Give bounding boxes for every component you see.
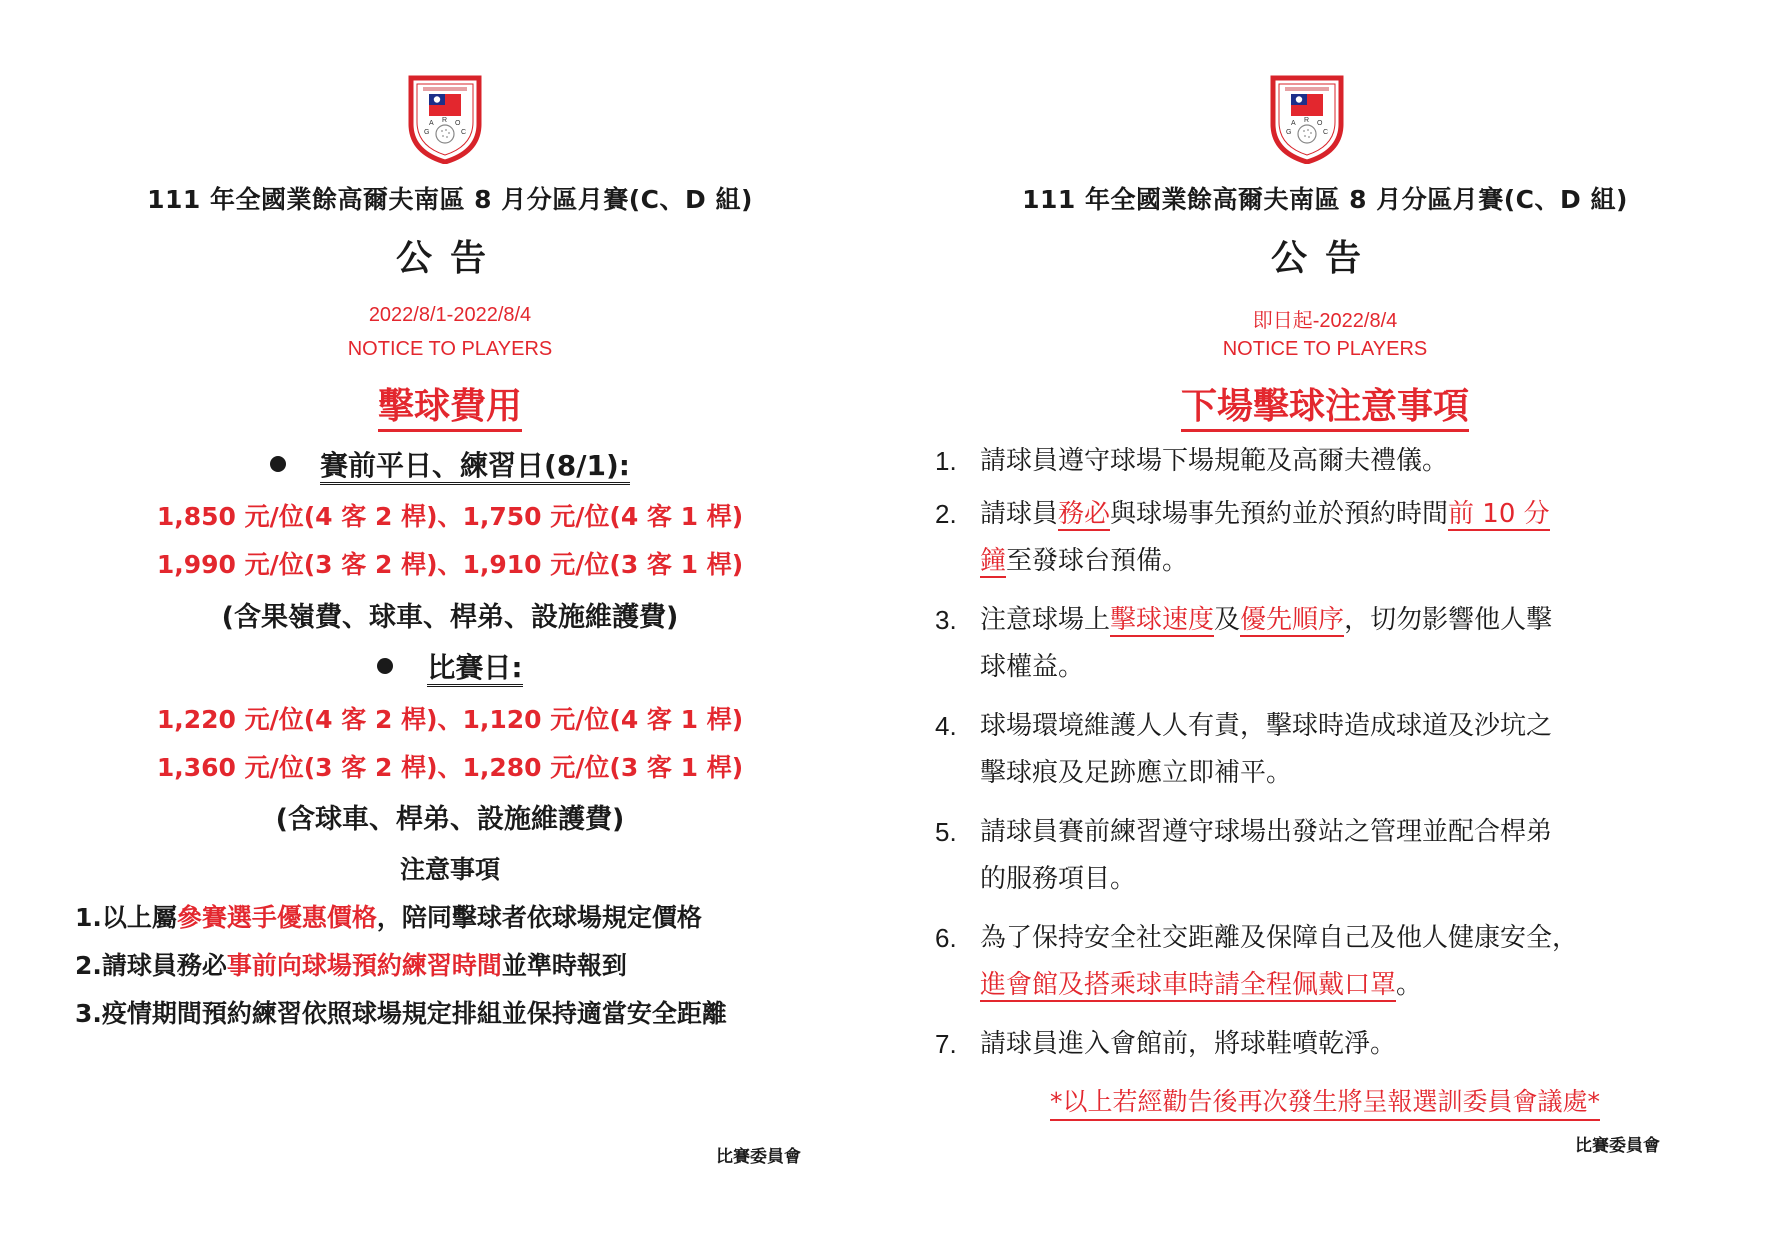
bullet-icon (377, 658, 393, 674)
match-price-line: 1,220 元/位(4 客 2 桿)、1,120 元/位(4 客 1 桿) (156, 705, 744, 734)
notice-right-panel: 111 年全國業餘高爾夫南區 8 月分區月賽(C、D 組) 公告 即日起-2022/8/4 NOTICE TO PLAYERS 下場擊球注意事項 1. 請球員遵守球場下場規範及高爾夫禮儀。 2. 請球員務必與球場事先預約並於預約時間前 10 分 鐘至發球台預備。 3. 注意球場上擊球速度及優先順序，切勿影響他人擊 球權益。 4. 球場環境維護人人有責，擊球時造成球道及沙坑之 擊球痕及足跡應立即補平。 5. 請球員賽前練習遵守球場出發站之管理並配合桿弟 的服務項目。 6. 為了保持安全社交距離及保障自己及他人健康安全， 進會館及搭乘球車時請全程佩戴口罩。 7. 請球員進入會館前，將球鞋噴乾淨。 *以上若經勸告後再次發生將呈報選訓委員會議處* 比賽委員會 (920, 0, 1730, 1241)
notice-heading: 公告 (395, 238, 504, 279)
weekday-includes: (含果嶺費、球車、桿弟、設施維護費) (221, 602, 679, 633)
warning-note: *以上若經勸告後再次發生將呈報選訓委員會議處* (920, 1082, 1730, 1118)
committee-signature: 比賽委員會 (1575, 1136, 1660, 1156)
weekday-price-line: 1,990 元/位(3 客 2 桿)、1,910 元/位(3 客 1 桿) (156, 550, 744, 579)
association-logo-icon (405, 72, 485, 164)
notice-heading: 公告 (1270, 238, 1379, 279)
notice-to-players: NOTICE TO PLAYERS (347, 338, 553, 360)
weekday-price-line: 1,850 元/位(4 客 2 桿)、1,750 元/位(4 客 1 桿) (156, 502, 744, 531)
date-range: 即日起-2022/8/4 (1252, 310, 1398, 332)
note-item: 2.請球員務必事前向球場預約練習時間並準時報到 (75, 951, 627, 980)
weekday-heading: 賽前平日、練習日(8/1): (60, 444, 840, 484)
notice-to-players: NOTICE TO PLAYERS (1222, 338, 1428, 360)
notice-left-panel (60, 0, 840, 1241)
section-title-rules: 下場擊球注意事項 (920, 378, 1730, 429)
section-title-fees: 擊球費用 (60, 378, 840, 429)
date-range: 2022/8/1-2022/8/4 (368, 304, 532, 326)
note-item: 1.以上屬參賽選手優惠價格，陪同擊球者依球場規定價格 (75, 903, 702, 932)
note-item: 3.疫情期間預約練習依照球場規定排組並保持適當安全距離 (75, 999, 727, 1028)
committee-signature: 比賽委員會 (716, 1147, 801, 1167)
match-price-line: 1,360 元/位(3 客 2 桿)、1,280 元/位(3 客 1 桿) (156, 753, 744, 782)
match-includes: (含球車、桿弟、設施維護費) (275, 804, 625, 835)
event-title: 111 年全國業餘高爾夫南區 8 月分區月賽(C、D 組) (1022, 185, 1628, 214)
association-logo-icon (1267, 72, 1347, 164)
notes-heading: 注意事項 (399, 855, 500, 884)
bullet-icon (270, 456, 286, 472)
match-day-heading: 比賽日: (60, 646, 840, 686)
event-title: 111 年全國業餘高爾夫南區 8 月分區月賽(C、D 組) (147, 185, 753, 214)
